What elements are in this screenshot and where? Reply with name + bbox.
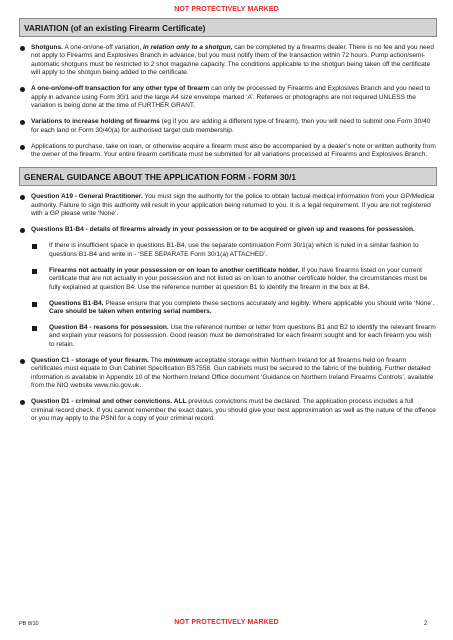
item-text: Applications to purchase, take on loan, or otherwise acquire a firearm must also be accompanied by a dealer’s note or written authority from the owner of the firearm. Your entire firearm certificate must be submitted for all variations processed at Firearms and Explosives Branch. bbox=[31, 142, 436, 159]
page-content bbox=[19, 18, 437, 424]
sub-list-item bbox=[19, 242, 437, 259]
item-emphasis: minimum bbox=[163, 356, 193, 364]
item-text: acceptable storage within Northern Ireland for all firearms held on firearm certificates must equate to Gun Cabinet Specification BS7558. Gun cabinets must be secured to the fabric of the building. Further detailed information is available in Appendix 10 of the Northern Ireland Office document ‘Guidance on Northern Ireland Firearms Controls’, available from the NIO website www.nio.gov.uk. bbox=[31, 356, 434, 390]
list-item bbox=[19, 357, 437, 391]
bullet-icon bbox=[20, 228, 25, 233]
item-text: (eg if you are adding a different type of firearm), then you will need to submit one Form 30/40 for each land or Form 30/40(a) for authorised target club membership. bbox=[31, 118, 431, 134]
variation-list bbox=[19, 44, 437, 159]
item-lead: Variations to increase holding of firearms bbox=[31, 118, 160, 126]
item-text: can only be processed by Firearms and Explosives Branch and you need to apply in advance using Form 30/1 and the large A4 size envelope marked ‘A’. Referees or photographs are not required UNLESS the variation is being done at the time of FURTHER GRANT. bbox=[31, 85, 431, 110]
list-item bbox=[19, 143, 437, 160]
list-item bbox=[19, 398, 437, 423]
section-header-variation: VARIATION (of an existing Firearm Certificate) bbox=[19, 18, 437, 37]
square-bullet-icon bbox=[32, 244, 37, 249]
guidance-list bbox=[19, 193, 437, 423]
item-lead: Questions B1-B4 - details of firearms already in your possession or to be acquired or given up and reasons for possession. bbox=[31, 226, 415, 234]
bullet-icon bbox=[20, 359, 25, 364]
bullet-icon bbox=[20, 87, 25, 92]
list-item bbox=[19, 118, 437, 135]
list-item bbox=[19, 44, 437, 78]
item-text: If you have firearms listed on your current certificate that are not actually in your possession and not listed as on loan to another certificate holder, the circumstances must be fully explained at question B4. Use the reference number at question B1 to identify the firearm in the box at B4. bbox=[49, 266, 428, 291]
item-lead: A one-on/one-off transaction for any other type of firearm bbox=[31, 85, 210, 93]
item-text: Please ensure that you complete these sections accurately and legibly. Where applicable you should write ‘None’. bbox=[103, 299, 435, 307]
item-lead: Question A19 - General Practitioner. bbox=[31, 193, 143, 201]
item-lead: Shotguns. bbox=[31, 44, 64, 51]
protective-marking-bottom: NOT PROTECTIVELY MARKED bbox=[174, 619, 279, 626]
bullet-icon bbox=[20, 145, 25, 150]
sub-list-item bbox=[19, 267, 437, 292]
item-text: You must sign the authority for the police to obtain factual medical information from your GP/Medical authority. Failure to sign this authority will result in your application being returned to you. It is a legal requirement. If you are not registered with a GP please write ‘None’. bbox=[31, 193, 435, 218]
item-text: previous convictions must be declared. The application process includes a full criminal record check. If you cannot remember the exact dates, you should give your best approximation as well as the nature of the offence or you may apply to the PSNI for a copy of your criminal record. bbox=[31, 398, 436, 423]
item-lead: Questions B1-B4. bbox=[49, 299, 104, 307]
bullet-icon bbox=[20, 120, 25, 125]
list-item bbox=[19, 226, 437, 234]
item-text: A one-on/one-off variation, bbox=[63, 44, 143, 51]
item-emphasis: in relation only to a shotgun, bbox=[142, 44, 233, 51]
sub-list-item bbox=[19, 300, 437, 317]
document-code: PB 8/10 bbox=[19, 621, 39, 627]
page-number: 2 bbox=[424, 621, 428, 627]
item-text: If there is insufficient space in questions B1-B4, use the separate continuation Form 30/1(a) which is ruled in a similar fashion to questions B1-B4 and write in - ‘SEE SEPARATE Form 30/1(a) ATTACHED’. bbox=[49, 242, 419, 258]
square-bullet-icon bbox=[32, 269, 37, 274]
list-item bbox=[19, 193, 437, 218]
square-bullet-icon bbox=[32, 302, 37, 307]
item-lead: Question D1 - criminal and other convictions. ALL bbox=[31, 398, 187, 406]
item-text: Use the reference number or letter from questions B1 and B2 to identify the relevant firearm and explain your reasons for possession. Good reason must be demonstrated for each firearm sought and for each firearm you wish to retain. bbox=[49, 323, 436, 348]
bullet-icon bbox=[20, 400, 25, 405]
item-emphasis: Care should be taken when entering serial numbers. bbox=[49, 308, 212, 316]
bullet-icon bbox=[20, 195, 25, 200]
item-lead: Firearms not actually in your possession or on loan to another certificate holder. bbox=[49, 266, 300, 274]
square-bullet-icon bbox=[32, 326, 37, 331]
item-text: can be completed by a firearms dealer. There is no fee and you need not apply to Firearms and Explosives Branch in advance, but you must notify them of the transaction within 72 hours. Pump action/semi-automatic shotguns must be restricted to 2 shot magazine capacity. The conditions applicable to the shotgun being taken off the certificate will apply to the shotgun being added to the certificate. bbox=[31, 44, 434, 77]
item-lead: Question B4 - reasons for possession. bbox=[49, 323, 169, 331]
item-lead: Question C1 - storage of your firearm. bbox=[31, 356, 149, 364]
list-item bbox=[19, 85, 437, 110]
item-text: The bbox=[148, 356, 164, 364]
bullet-icon bbox=[20, 46, 25, 51]
section-header-guidance: GENERAL GUIDANCE ABOUT THE APPLICATION FORM - FORM 30/1 bbox=[19, 167, 437, 186]
protective-marking-top: NOT PROTECTIVELY MARKED bbox=[174, 6, 279, 13]
sub-list-item bbox=[19, 324, 437, 349]
